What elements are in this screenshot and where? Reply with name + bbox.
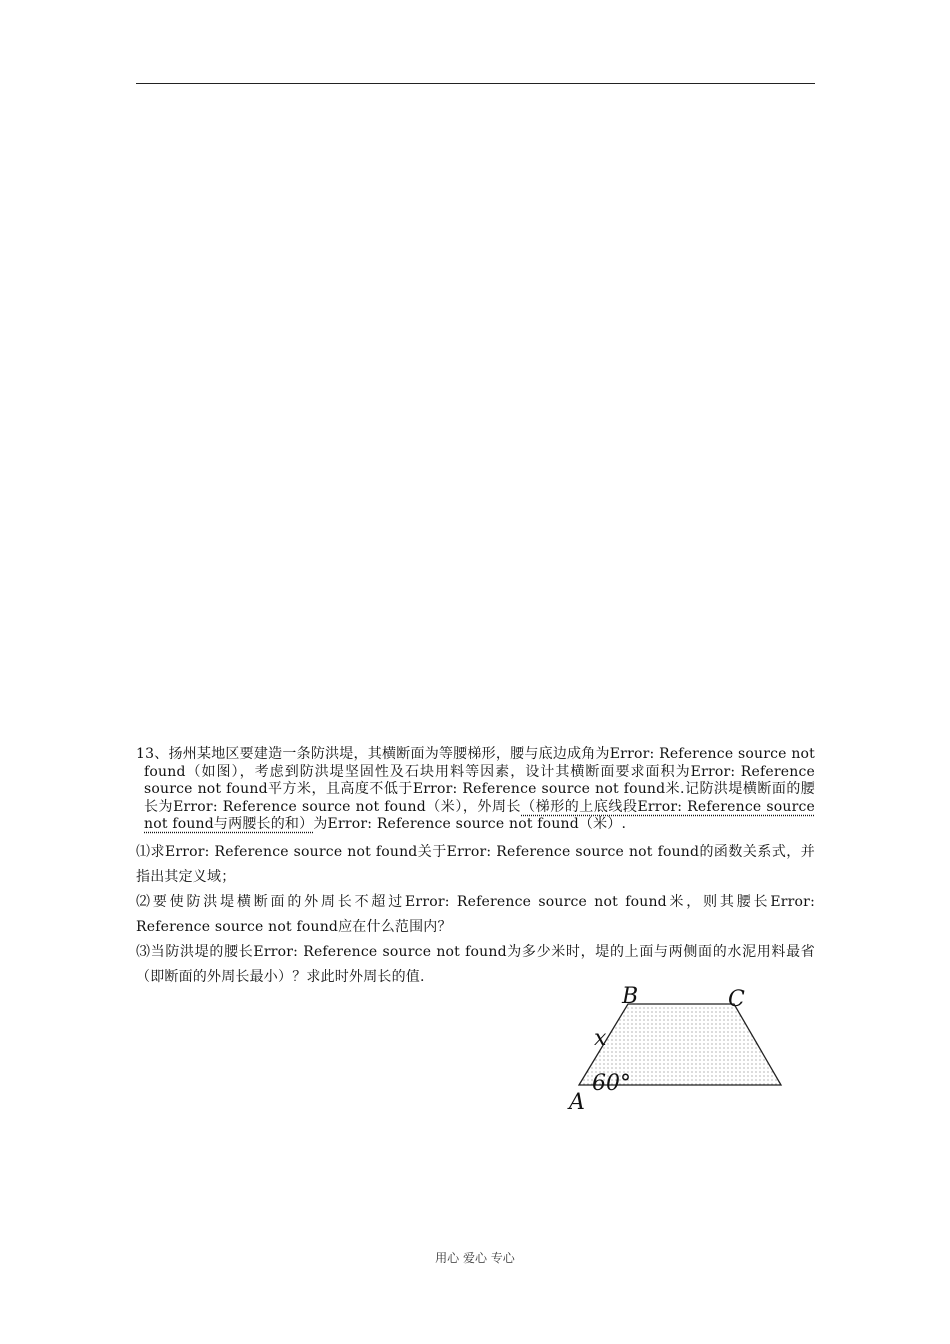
stem-text: 13、扬州某地区要建造一条防洪堤，其横断面为等腰梯形，腰与底边成角为Error: Reference source not found（如图），考虑到防洪堤坚固性及石块用料等因素，设计其横断面要求面积为Error: Reference source not found平方米，且高度不低于Error: Reference source not found米.记防洪堤横断面的腰长为Error: Reference source not found（米），外周长 [136,746,815,815]
label-x: x [594,1026,607,1051]
trapezoid-figure [562,982,792,1122]
page-footer: 用心 爱心 专心 [435,1251,515,1265]
trapezoid-diagram [562,982,792,1122]
header-rule [136,83,815,84]
part-2: ⑵要使防洪堤横断面的外周长不超过Error: Reference source not found米，则其腰长Error: Reference source not found应在什么范围内？ [136,893,815,935]
stem-dotted-text: （梯形的上底线段Error: Reference source not found与两腰长的和） [144,798,815,832]
part-3: ⑶当防洪堤的腰长Error: Reference source not found为多少米时，堤的上面与两侧面的水泥用料最省（即断面的外周长最小）？求此时外周长的值. [136,943,815,985]
problem-stem [136,746,815,834]
label-a: A [569,1090,585,1115]
problem-13 [136,746,815,990]
stem-end-text: 为Error: Reference source not found（米）. [313,816,627,832]
label-c: C [728,987,745,1012]
part-1: ⑴求Error: Reference source not found关于Error: Reference source not found的函数关系式，并指出其定义域； [136,843,815,885]
angle-label: 60° [592,1071,631,1096]
label-b: B [622,984,639,1009]
